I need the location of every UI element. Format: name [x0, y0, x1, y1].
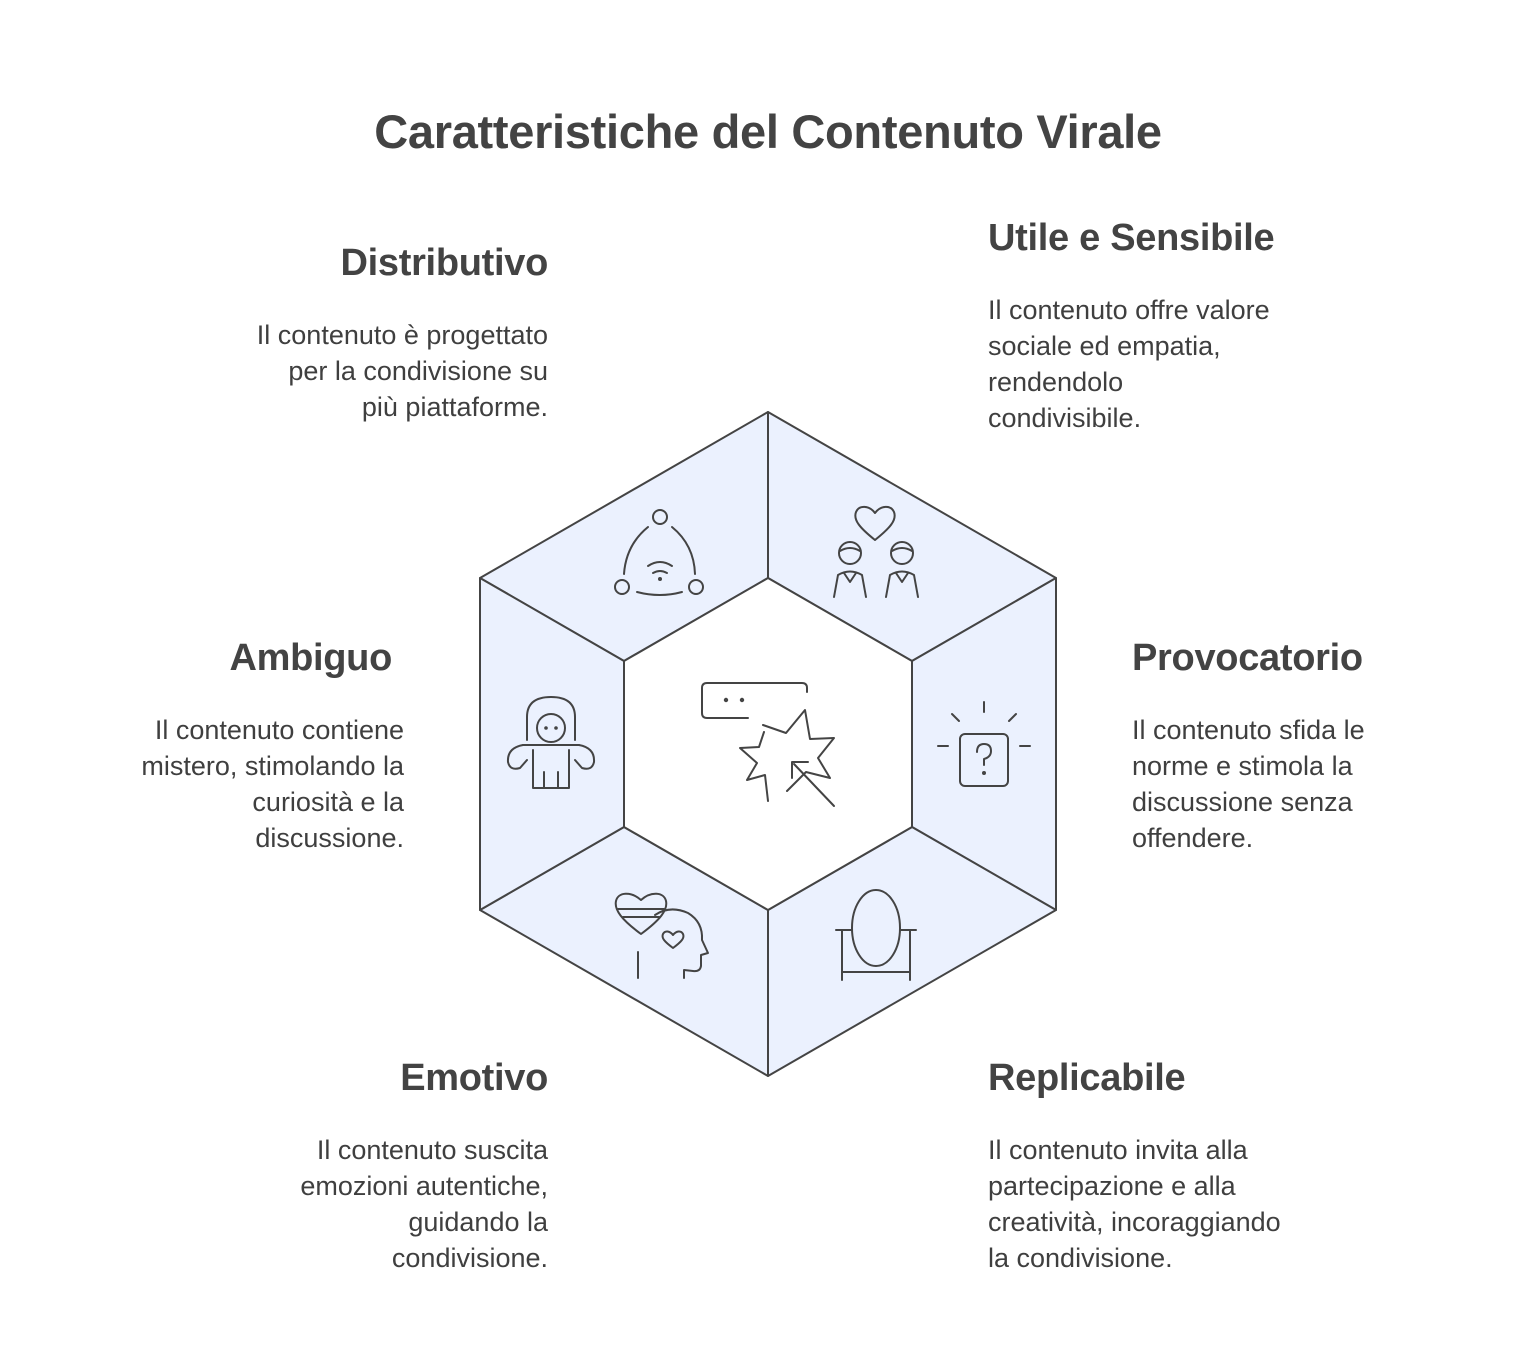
item-text-line: discussione.: [255, 823, 404, 853]
item-text-line: norme e stimola la: [1132, 751, 1353, 781]
item-text-line: rendendolo: [988, 367, 1124, 397]
page-title: Caratteristiche del Contenuto Virale: [374, 105, 1162, 158]
item-text-line: offendere.: [1132, 823, 1254, 853]
item-text-line: Il contenuto è progettato: [256, 320, 548, 350]
item-text-line: Il contenuto invita alla: [988, 1135, 1248, 1165]
item-heading: Emotivo: [400, 1057, 548, 1099]
item-text-line: più piattaforme.: [361, 392, 548, 422]
item-text-line: condivisione.: [391, 1243, 548, 1273]
item-text-line: Il contenuto sfida le: [1132, 715, 1365, 745]
item-text-line: condivisibile.: [988, 403, 1142, 433]
item-text-line: guidando la: [408, 1207, 548, 1237]
item-text-line: emozioni autentiche,: [300, 1171, 548, 1201]
item-text-line: curiosità e la: [252, 787, 404, 817]
item-text-line: discussione senza: [1132, 787, 1353, 817]
item-text-line: sociale ed empatia,: [988, 331, 1221, 361]
item-text-line: mistero, stimolando la: [141, 751, 404, 781]
item-heading: Replicabile: [988, 1057, 1186, 1099]
item-text-line: Il contenuto suscita: [316, 1135, 548, 1165]
item-text-line: per la condivisione su: [288, 356, 548, 386]
item-heading: Provocatorio: [1132, 637, 1363, 679]
item-text-line: la condivisione.: [988, 1243, 1173, 1273]
item-text-line: partecipazione e alla: [988, 1171, 1236, 1201]
item-heading: Ambiguo: [229, 637, 392, 679]
item-text-line: creatività, incoraggiando: [988, 1207, 1281, 1237]
item-heading: Utile e Sensibile: [988, 217, 1275, 259]
item-heading: Distributivo: [340, 242, 548, 284]
item-text-line: Il contenuto contiene: [154, 715, 404, 745]
item-text-line: Il contenuto offre valore: [988, 295, 1270, 325]
